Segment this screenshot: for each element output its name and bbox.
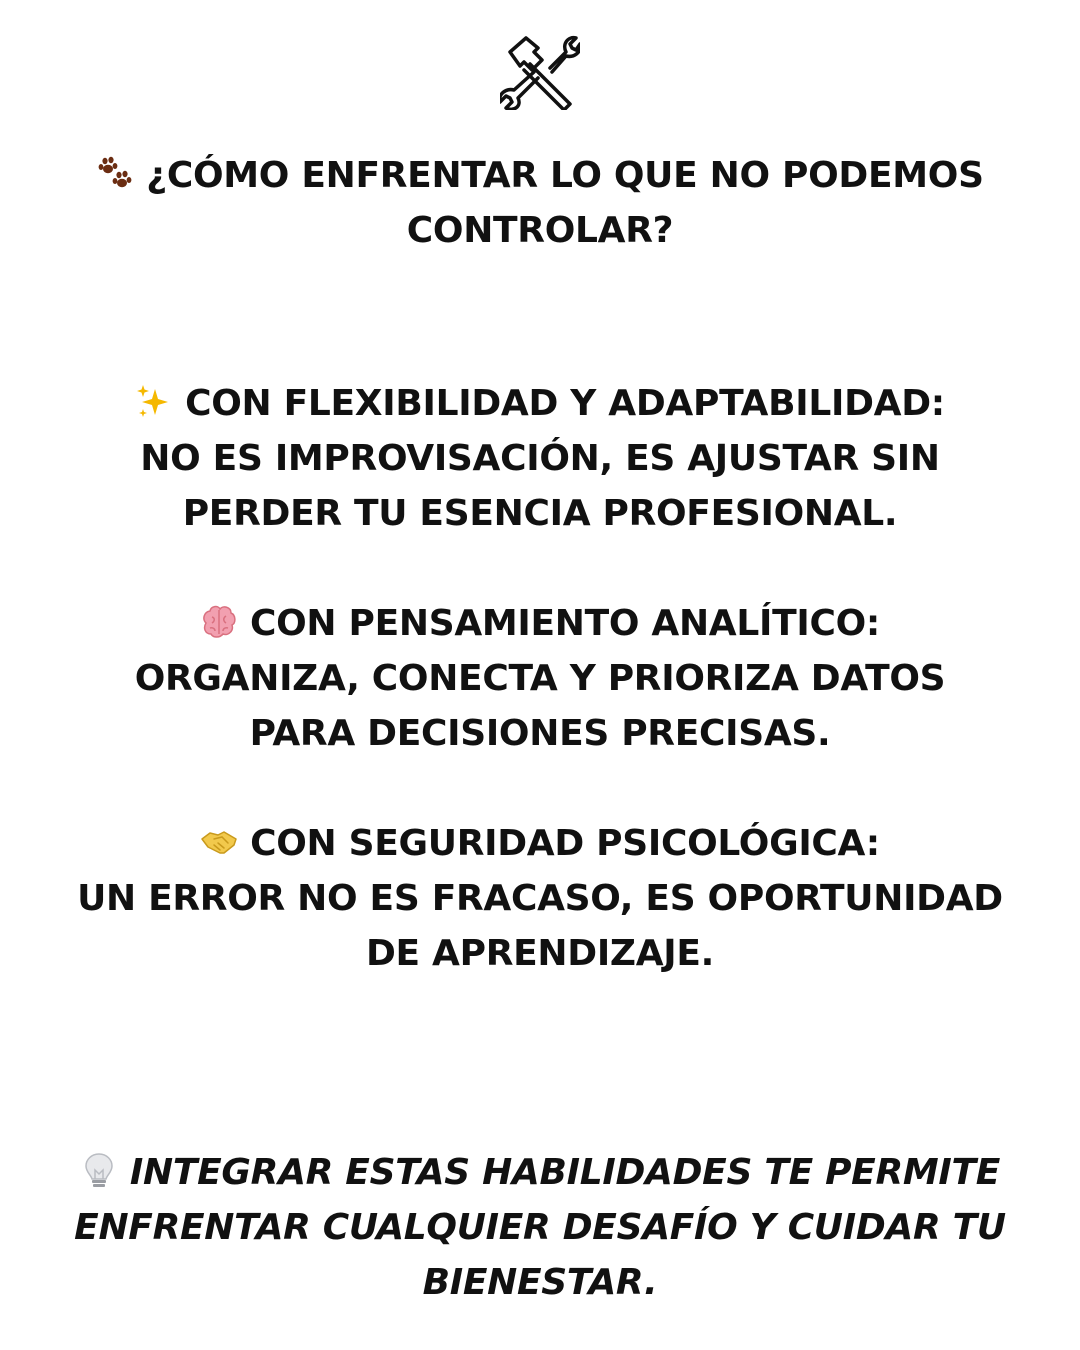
- item-line: UN ERROR NO ES FRACASO, ES OPORTUNIDAD: [77, 878, 1003, 919]
- item-heading: [30, 376, 1050, 431]
- sparkles-icon: [135, 383, 173, 421]
- hammer-wrench-icon: [500, 34, 580, 110]
- closing-text-1: INTEGRAR ESTAS HABILIDADES TE PERMITE: [129, 1152, 1001, 1193]
- item-line: PARA DECISIONES PRECISAS.: [249, 713, 831, 754]
- closing-line-3: BIENESTAR.: [422, 1262, 658, 1303]
- light-bulb-icon: [80, 1152, 118, 1190]
- title-block: [30, 148, 1050, 258]
- item-heading-text: CON SEGURIDAD PSICOLÓGICA:: [250, 823, 880, 864]
- item-heading: [30, 596, 1050, 651]
- item-line: ORGANIZA, CONECTA Y PRIORIZA DATOS: [134, 658, 946, 699]
- item-line: DE APRENDIZAJE.: [365, 933, 715, 974]
- item-line: PERDER TU ESENCIA PROFESIONAL.: [182, 493, 898, 534]
- handshake-icon: [200, 823, 238, 861]
- item-heading: [30, 816, 1050, 871]
- title-line-2: CONTROLAR?: [406, 210, 674, 251]
- paw-prints-icon: [96, 155, 134, 193]
- item-analytical: [30, 596, 1050, 761]
- closing-block: [30, 1145, 1050, 1310]
- item-flexibility: [30, 376, 1050, 541]
- brain-icon: [200, 603, 238, 641]
- item-heading-text: CON FLEXIBILIDAD Y ADAPTABILIDAD:: [185, 383, 945, 424]
- closing-line-2: ENFRENTAR CUALQUIER DESAFÍO Y CUIDAR TU: [74, 1207, 1006, 1248]
- item-line: NO ES IMPROVISACIÓN, ES AJUSTAR SIN: [140, 438, 940, 479]
- title-text-1: ¿CÓMO ENFRENTAR LO QUE NO PODEMOS: [146, 155, 984, 196]
- item-psychological-safety: [30, 816, 1050, 981]
- title-line-1: [30, 148, 1050, 203]
- closing-line-1: [30, 1145, 1050, 1200]
- item-heading-text: CON PENSAMIENTO ANALÍTICO:: [250, 603, 880, 644]
